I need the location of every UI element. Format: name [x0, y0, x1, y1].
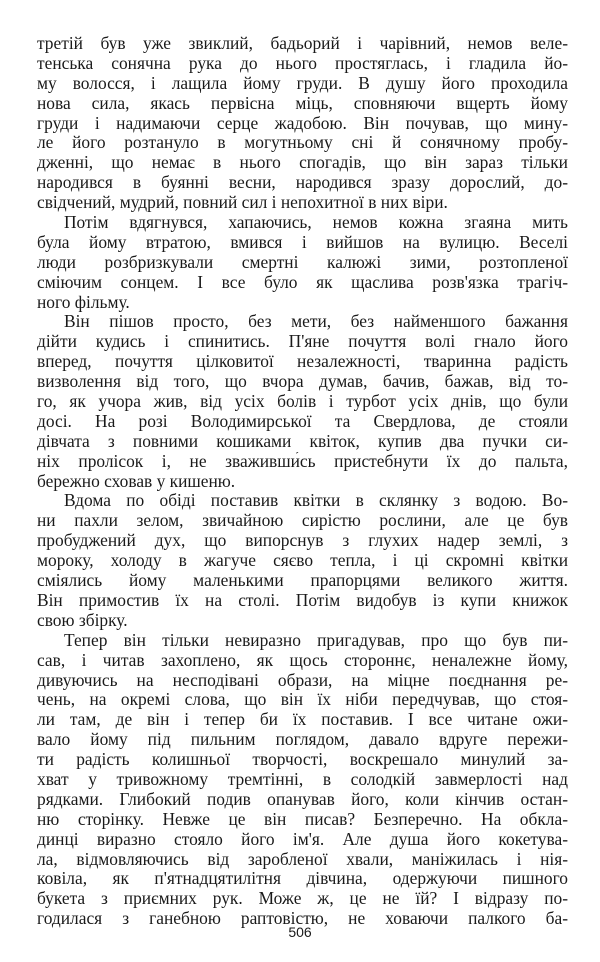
text-line: сміючим сонцем. І все було як щаслива розв'язка трагіч-	[37, 272, 568, 292]
text-line: пробуджений дух, що випорснув з глухих надер землі, з	[37, 531, 568, 551]
text-line: дівчата з повними кошиками квіток, купив два пучки си-	[37, 431, 568, 451]
text-line: бережно сховав у кишеню.	[37, 471, 236, 491]
page-number: 506	[288, 924, 312, 940]
text-line: дженні, що немає в нього спогадів, що він зараз тільки	[37, 153, 568, 173]
text-line: го, як учора жив, від усіх болів і турбот усіх днів, що були	[37, 392, 568, 412]
text-line: люди розбризкували смертні калюжі зими, розтопленої	[37, 252, 568, 272]
text-line: ле його розтануло в могутньому сні й сонячному пробу-	[37, 133, 568, 153]
paragraph	[37, 631, 568, 929]
text-line: годилася з ганебною раптовістю, не ховаючи палкого ба-	[37, 909, 568, 929]
text-line: була йому втратою, вмився і вийшов на вулицю. Веселі	[37, 232, 568, 252]
text-line: ти радість колишньої творчості, воскрешало минулий за-	[37, 750, 568, 770]
text-line: визволення від того, що вчора думав, бачив, бажав, від то-	[37, 372, 568, 392]
text-line: сав, і читав захоплено, як щось стороннє, неналежне йому,	[37, 650, 568, 670]
text-line: динці виразно стояло його ім'я. Але душа його кокетува-	[37, 829, 568, 849]
text-line: Він примостив їх на столі. Потім видобув із купи книжок	[37, 590, 568, 610]
text-line: чень, на окремі слова, що він їх ніби передчував, що стоя-	[37, 690, 568, 710]
text-line: рядками. Глибокий подив опанував його, коли кінчив остан-	[37, 789, 568, 809]
text-line: дійти кудись і спинитись. П'яне почуття волі гнало його	[37, 332, 568, 352]
paragraph	[37, 213, 568, 312]
text-line: дивуючись на несподівані образи, на міцне поєднання ре-	[37, 670, 568, 690]
paragraph	[37, 34, 568, 213]
text-line: хват у тривожному тремтінні, в солодкій завмерлості над	[37, 769, 568, 789]
paragraph	[37, 491, 568, 630]
text-line: досі. На розі Володимирської та Свердлова, де стояли	[37, 411, 568, 431]
text-line: Він пішов просто, без мети, без найменшого бажання	[64, 312, 568, 332]
book-page-text	[37, 34, 568, 929]
text-line: народився в буянні весни, народився зразу дорослий, до-	[37, 173, 568, 193]
text-line: мороку, холоду в жагуче сяєво тепла, і ці скромні квітки	[37, 551, 568, 571]
text-line: тенська сонячна рука до нього простяглась, і гладила йо-	[37, 53, 568, 73]
text-line: груди і надимаючи серце жадобою. Він почував, що мину-	[37, 113, 568, 133]
text-line: ли там, де він і тепер би їх поставив. І все читане ожи-	[37, 710, 568, 730]
text-line: свідчений, мудрий, повний сил і непохитної в них віри.	[37, 193, 448, 213]
text-line: ніх пролісок і, не зваживши́сь пристебнути їх до пальта,	[37, 451, 568, 471]
text-line: Тепер він тільки невиразно пригадував, про що був пи-	[64, 630, 568, 650]
text-line: ню сторінку. Невже це він писав? Безперечно. На обкла-	[37, 809, 568, 829]
text-line: Потім вдягнувся, хапаючись, немов кожна згаяна мить	[64, 213, 568, 233]
text-line: ного фільму.	[37, 292, 130, 312]
text-line: свою збірку.	[37, 610, 128, 630]
text-line: ни пахли зелом, звичайною сирістю рослини, але це був	[37, 511, 568, 531]
text-line: Вдома по обіді поставив квітки в склянку з водою. Во-	[64, 491, 568, 511]
text-line: ковіла, як п'ятнадцятилітня дівчина, одержуючи пишного	[37, 869, 568, 889]
text-line: сміялись йому маленькими прапорцями великого життя.	[37, 571, 568, 591]
text-line: вперед, почуття цілковитої незалежності, тваринна радість	[37, 352, 568, 372]
text-line: вало йому під пильним поглядом, давало вдруге пережи-	[37, 730, 568, 750]
text-line: ла, відмовляючись від заробленої хвали, маніжилась і нія-	[37, 849, 568, 869]
text-line: нова сила, якась первісна міць, сповняючи вщерть йому	[37, 93, 568, 113]
text-line: му волосся, і лащила йому груди. В душу його проходила	[37, 73, 568, 93]
paragraph	[37, 312, 568, 491]
text-line: букета з приємних рук. Може ж, це не їй? І відразу по-	[37, 889, 568, 909]
text-line: третій був уже звиклий, бадьорий і чарівний, немов веле-	[37, 34, 568, 53]
